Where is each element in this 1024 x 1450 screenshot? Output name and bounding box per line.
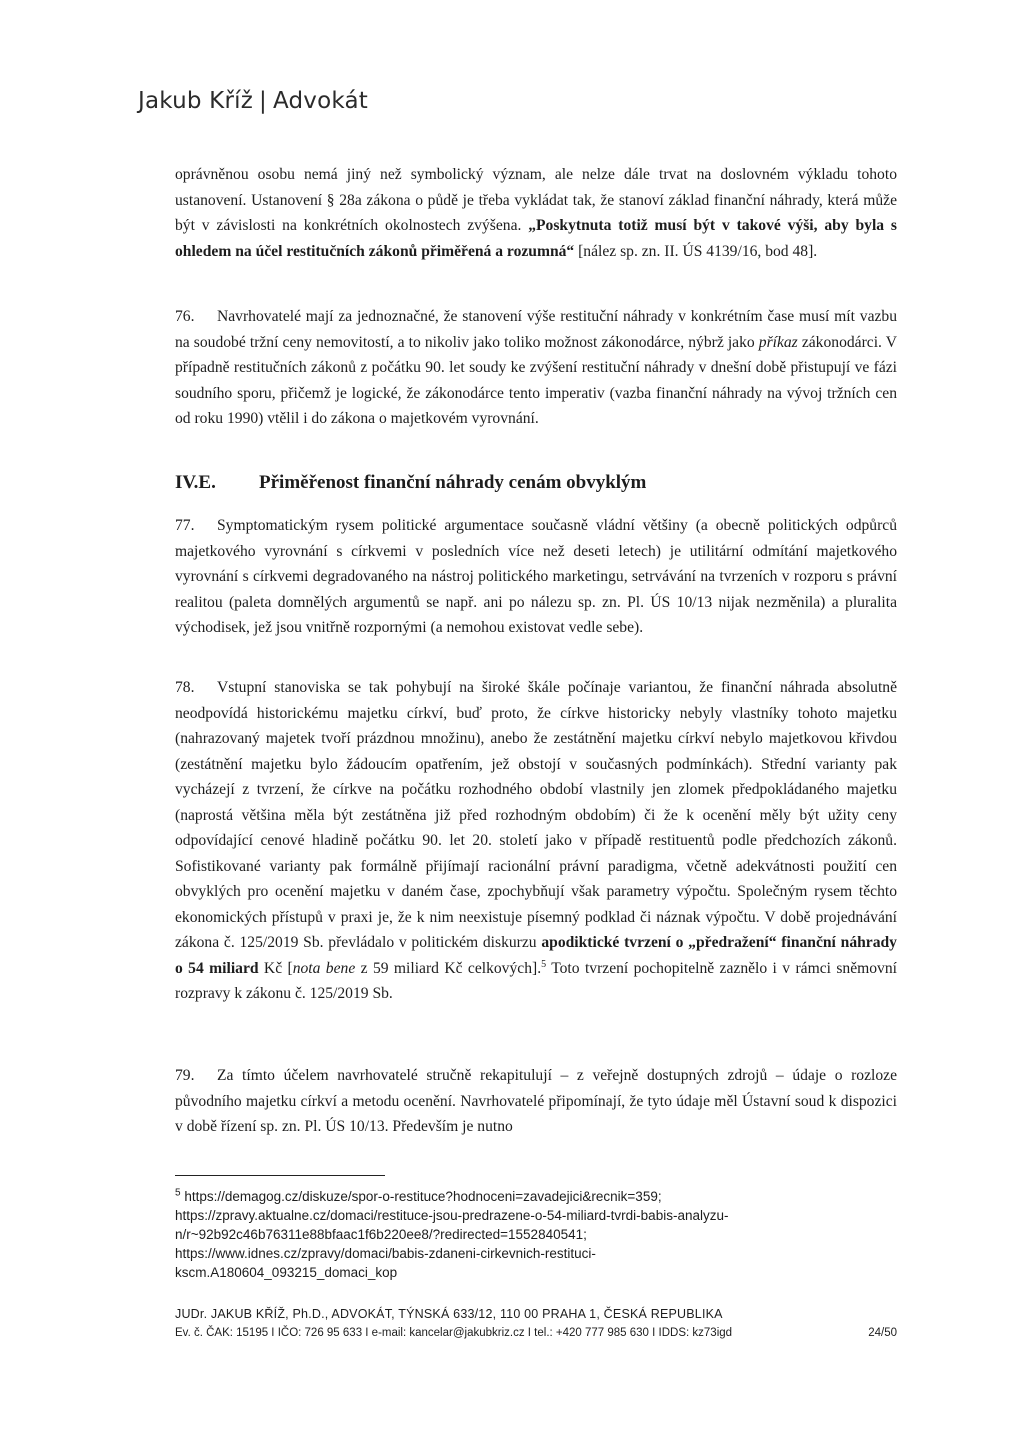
footnote-link-continued[interactable]: n/r~92b92c46b76311e88bfaac1f6b220ee8/?redirected=1552840541; <box>175 1227 587 1242</box>
paragraph-text-continued: z 59 miliard Kč celkových]. <box>355 959 542 977</box>
paragraph-number: 78. <box>175 679 195 696</box>
paragraph-text: Navrhovatelé mají za jednoznačné, že stanovení výše restituční náhrady v konkrétním čase musí mít vazbu na soudobé tržní ceny nemovitostí, a to nikoliv jako toliko možnost zákonodárce, nýbrž jako <box>175 308 897 351</box>
paragraph-text-continued: Toto tvrzení pochopitelně zaznělo i v rámci sněmovní rozpravy k zákonu č. 125/2019 Sb. <box>175 959 897 1002</box>
paragraph-text: Vstupní stanoviska se tak pohybují na široké škále počínaje variantou, že finanční náhrada absolutně neodpovídá historickému majetku církví, buď proto, že církve historicky nebyly vlastníky tohoto majetku (nahrazovaný majetek tvoří prázdnou množinu), anebo že zestátnění majetku církví nebylo majetkovou křivdou (zestátnění majetku bylo žádoucím opatřením, jež obstojí v současných podmínkách). Střední varianty pak vycházejí z tvrzení, že církve na počátku rozhodného období vlastnily jen zlomek předpokládaného majetku (naprostá většina měla být zestátněna již před rozhodným obdobím) či že k ocenění měly být užity ceny odpovídající cenové hladině počátku 90. let 20. století jako v případě restituentů podle předchozích zákonů. Sofistikované varianty pak formálně přijímají racionální právní paradigma, včetně adekvátnosti použití cen obvyklých pro ocenění majetku v daném čase, zpochybňují však parametry výpočtu. Společným rysem těchto ekonomických přístupů v praxi je, že k nim neexistuje písemný podklad či náznak výpočtu. V době projednávání zákona č. 125/2019 Sb. převládalo v politickém diskurzu <box>175 679 897 951</box>
letterhead <box>138 88 368 114</box>
bold-claim: apodiktické tvrzení o „předražení“ finanční náhrady o 54 miliard <box>175 934 897 977</box>
paragraph-76 <box>175 304 897 432</box>
footnote <box>175 1187 875 1282</box>
paragraph-number: 76. <box>175 308 195 325</box>
section-heading <box>175 472 646 494</box>
footer-address: JUDr. JAKUB KŘÍŽ, Ph.D., ADVOKÁT, TÝNSKÁ 633/12, 110 00 PRAHA 1, ČESKÁ REPUBLIKA <box>175 1307 723 1321</box>
contact-details: Ev. č. ČAK: 15195 I IČO: 726 95 633 I e-mail: kancelar@jakubkriz.cz I tel.: +420 777 985 630 I IDDS: kz73igd <box>175 1327 733 1339</box>
footnote-number: 5 <box>175 1187 181 1199</box>
footnote-link[interactable]: https://demagog.cz/diskuze/spor-o-restituce?hodnoceni=zavadejici&recnik=359; <box>180 1189 662 1204</box>
header-separator: | <box>258 88 267 114</box>
emphasis-text: příkaz <box>758 333 798 351</box>
section-number: IV.E. <box>175 472 216 493</box>
footer-contacts <box>175 1327 897 1339</box>
paragraph-text: Symptomatickým rysem politické argumentace současně vládní většiny (a obecně politických odpůrců majetkového vyrovnání s církvemi v posledních více než deseti letech) je utilitární odmítání majetkového vyrovnání s církvemi degradovaného na nástroj politického marketingu, setrvávání na tvrzeních v rozporu s právní realitou (paleta domnělých argumentů se např. ani po nálezu sp. zn. Pl. ÚS 10/13 nijak nezměnila) a pluralita východisek, jež jsou vnitřně rozpornými (a nemohou existovat vedle sebe). <box>175 517 897 636</box>
footnote-reference[interactable]: 5 <box>541 958 547 970</box>
lawyer-name: Jakub Kříž <box>138 88 253 114</box>
intro-text: oprávněnou osobu nemá jiný než symbolický význam, ale nelze dále trvat na doslovném výkladu tohoto ustanovení. Ustanovení § 28a zákona o půdě je třeba vykládat tak, že stanoví základ finanční náhrady, která může být v závislosti na konkrétních okolnostech zvýšena. <box>175 166 897 234</box>
footnote-link[interactable]: https://zpravy.aktualne.cz/domaci/restituce-jsou-predrazene-o-54-miliard-tvrdi-babis-analyzu- <box>175 1208 729 1223</box>
paragraph-intro <box>175 162 897 264</box>
paragraph-77 <box>175 513 897 641</box>
intro-citation: [nález sp. zn. II. ÚS 4139/16, bod 48]. <box>574 242 818 260</box>
footnote-link[interactable]: https://www.idnes.cz/zpravy/domaci/babis-zdaneni-cirkevnich-restituci- <box>175 1246 596 1261</box>
paragraph-number: 77. <box>175 517 195 534</box>
lawyer-title: Advokát <box>272 88 368 114</box>
paragraph-text-continued: zákonodárci. V případně restitučních zákonů z počátku 90. let soudy ke zvýšení restituční náhrady v dnešní době přistupují ve fázi soudního sporu, přičemž je logické, že zákonodárce tento imperativ (vazba finanční náhrady na vývoj tržních cen od roku 1990) vtělil i do zákona o majetkovém vyrovnání. <box>175 333 897 427</box>
section-title: Přiměřenost finanční náhrady cenám obvyklým <box>259 472 647 493</box>
footnote-link-continued[interactable]: kscm.A180604_093215_domaci_kop <box>175 1265 398 1280</box>
paragraph-text: Za tímto účelem navrhovatelé stručně rekapitulují – z veřejně dostupných zdrojů – údaje o rozloze původního majetku církví a metodu ocenění. Navrhovatelé připomínají, že tyto údaje měl Ústavní soud k dispozici v době řízení sp. zn. Pl. ÚS 10/13. Především je nutno <box>175 1067 897 1135</box>
paragraph-79 <box>175 1063 897 1140</box>
page-number: 24/50 <box>868 1327 897 1339</box>
paragraph-text-continued: Kč [ <box>258 959 293 977</box>
paragraph-78 <box>175 675 897 1007</box>
emphasis-text: nota bene <box>292 959 356 977</box>
footnote-divider <box>175 1175 385 1176</box>
intro-quote: „Poskytnuta totiž musí být v takové výši, aby byla s ohledem na účel restitučních zákonů přiměřená a rozumná“ <box>175 217 898 260</box>
paragraph-number: 79. <box>175 1067 195 1084</box>
